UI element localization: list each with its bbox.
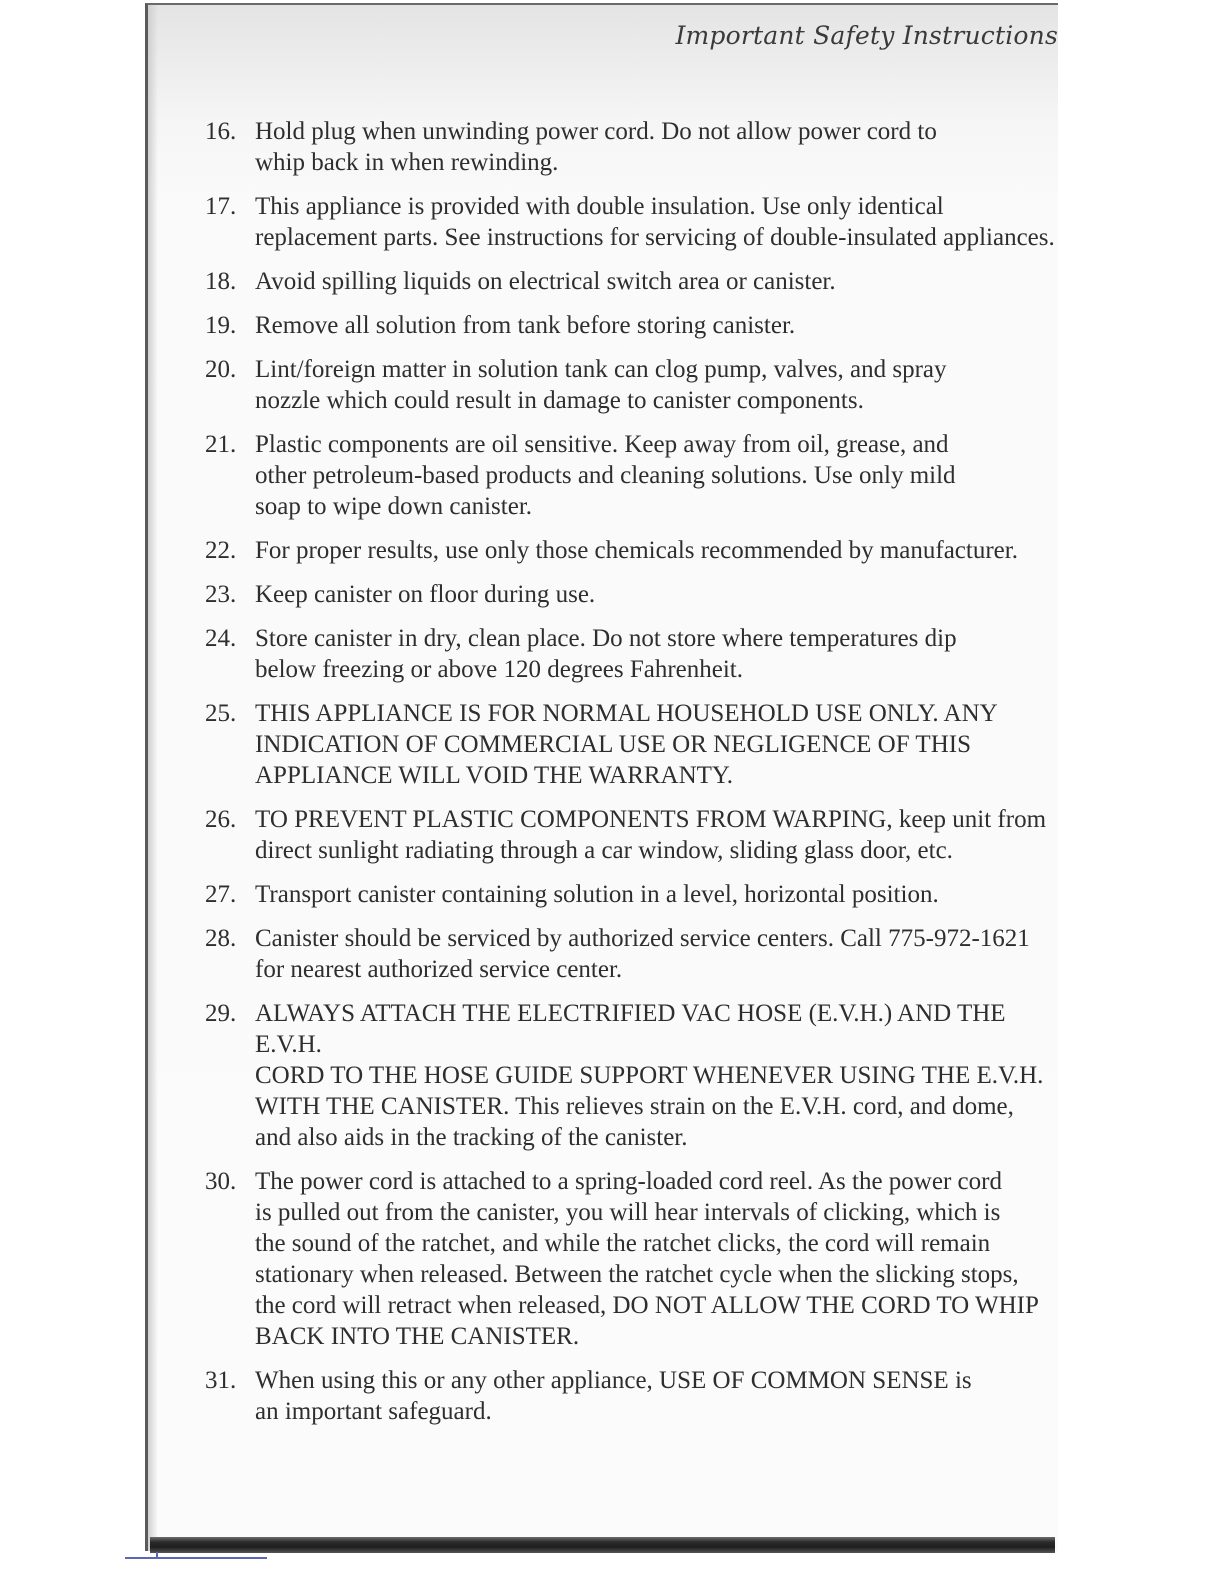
item-text: Keep canister on floor during use. [255,581,596,608]
list-item [205,1166,1065,1352]
page-header-title: Important Safety Instructions [675,21,1058,50]
item-number: 21. [205,431,237,458]
list-item [205,804,1065,866]
item-text: Lint/foreign matter in solution tank can clog pump, valves, and spray nozzle which could result in damage to canister components. [255,356,947,414]
item-number: 24. [205,625,237,652]
list-item [205,266,1065,297]
item-text: Avoid spilling liquids on electrical switch area or canister. [255,268,836,295]
item-text: Plastic components are oil sensitive. Keep away from oil, grease, and other petroleum-based products and cleaning solutions. Use only mild soap to wipe down canister. [255,431,956,520]
item-number: 17. [205,193,237,220]
item-text: This appliance is provided with double insulation. Use only identical replacement parts. See instructions for servicing of double-insulated appliances. [255,193,1055,251]
item-number: 28. [205,925,237,952]
item-text: Transport canister containing solution in a level, horizontal position. [255,881,939,908]
item-number: 18. [205,268,237,295]
item-number: 30. [205,1168,237,1195]
list-item [205,116,1065,178]
page-edge-shadow [148,5,158,1551]
item-text: Store canister in dry, clean place. Do not store where temperatures dip below freezing or above 120 degrees Fahrenheit. [255,625,957,683]
item-text: When using this or any other appliance, USE OF COMMON SENSE is an important safeguard. [255,1367,972,1425]
item-text: ALWAYS ATTACH THE ELECTRIFIED VAC HOSE (E.V.H.) AND THE E.V.H. CORD TO THE HOSE GUIDE SUPPORT WHENEVER USING THE E.V.H. WITH THE CANISTER. This relieves strain on the E.V.H. cord, and dome, and also aids in the tracking of the canister. [255,1000,1044,1151]
list-item [205,998,1065,1153]
item-number: 16. [205,118,237,145]
item-number: 23. [205,581,237,608]
list-item [205,191,1065,253]
list-item [205,623,1065,685]
item-number: 31. [205,1367,237,1394]
item-number: 19. [205,312,237,339]
item-text: The power cord is attached to a spring-loaded cord reel. As the power cord is pulled out from the canister, you will hear intervals of clicking, which is the sound of the ratchet, and while the ratchet clicks, the cord will remain stationary when released. Between the ratchet cycle when the slicking stops, the cord will retract when released, DO NOT ALLOW THE CORD TO WHIP BACK INTO THE CANISTER. [255,1168,1039,1350]
list-item [205,354,1065,416]
item-number: 22. [205,537,237,564]
item-text: For proper results, use only those chemicals recommended by manufacturer. [255,537,1018,564]
list-item [205,879,1065,910]
item-number: 29. [205,1000,237,1027]
list-item [205,535,1065,566]
item-text: Remove all solution from tank before storing canister. [255,312,796,339]
corner-mark-tick [156,1552,158,1557]
item-number: 20. [205,356,237,383]
list-item [205,698,1065,791]
item-number: 27. [205,881,237,908]
item-text: Hold plug when unwinding power cord. Do not allow power cord to whip back in when rewinding. [255,118,937,176]
safety-instructions-list [205,116,1065,1440]
corner-mark-line [125,1557,267,1559]
list-item [205,1365,1065,1427]
item-number: 25. [205,700,237,727]
item-text: TO PREVENT PLASTIC COMPONENTS FROM WARPING, keep unit from direct sunlight radiating through a car window, sliding glass door, etc. [255,806,1047,864]
item-text: THIS APPLIANCE IS FOR NORMAL HOUSEHOLD USE ONLY. ANY INDICATION OF COMMERCIAL USE OR NEGLIGENCE OF THIS APPLIANCE WILL VOID THE WARRANTY. [255,700,998,789]
list-item [205,429,1065,522]
item-text: Canister should be serviced by authorized service centers. Call 775-972-1621 for nearest authorized service center. [255,925,1030,983]
list-item [205,923,1065,985]
bottom-rule-bar [150,1537,1055,1553]
list-item [205,310,1065,341]
list-item [205,579,1065,610]
item-number: 26. [205,806,237,833]
